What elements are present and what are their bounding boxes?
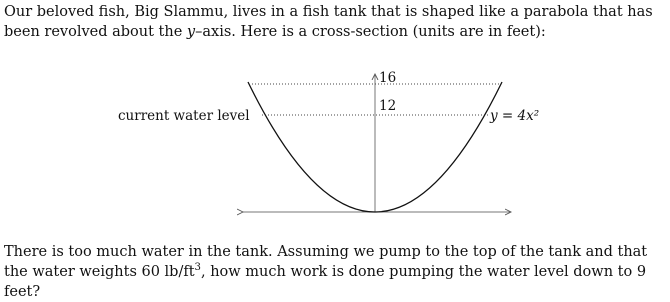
intro-text-end: –axis. Here is a cross-section (units are in feet): xyxy=(195,24,546,40)
tick-label-12: 12 xyxy=(379,98,397,114)
intro-paragraph xyxy=(4,2,668,42)
parabola-diagram xyxy=(0,62,670,227)
question-paragraph xyxy=(4,242,668,302)
intro-text-start: Our beloved fish, Big Slammu, lives in a fish tank that is shaped like a parabola that has been revolved about the xyxy=(4,4,653,40)
intro-variable-y: y xyxy=(186,24,196,40)
question-text-start: There is too much water in the tank. Assuming we pump to the top of the tank and that the water weights 60 lb/ft xyxy=(4,244,648,280)
tick-label-16: 16 xyxy=(379,70,397,86)
water-level-label: current water level xyxy=(118,108,250,124)
cubic-exponent: 3 xyxy=(194,262,201,274)
question-text-end: , how much work is done pumping the water level down to 9 feet? xyxy=(4,264,647,300)
tank-cross-section-figure xyxy=(0,62,670,227)
equation-label: y = 4x² xyxy=(490,108,540,124)
